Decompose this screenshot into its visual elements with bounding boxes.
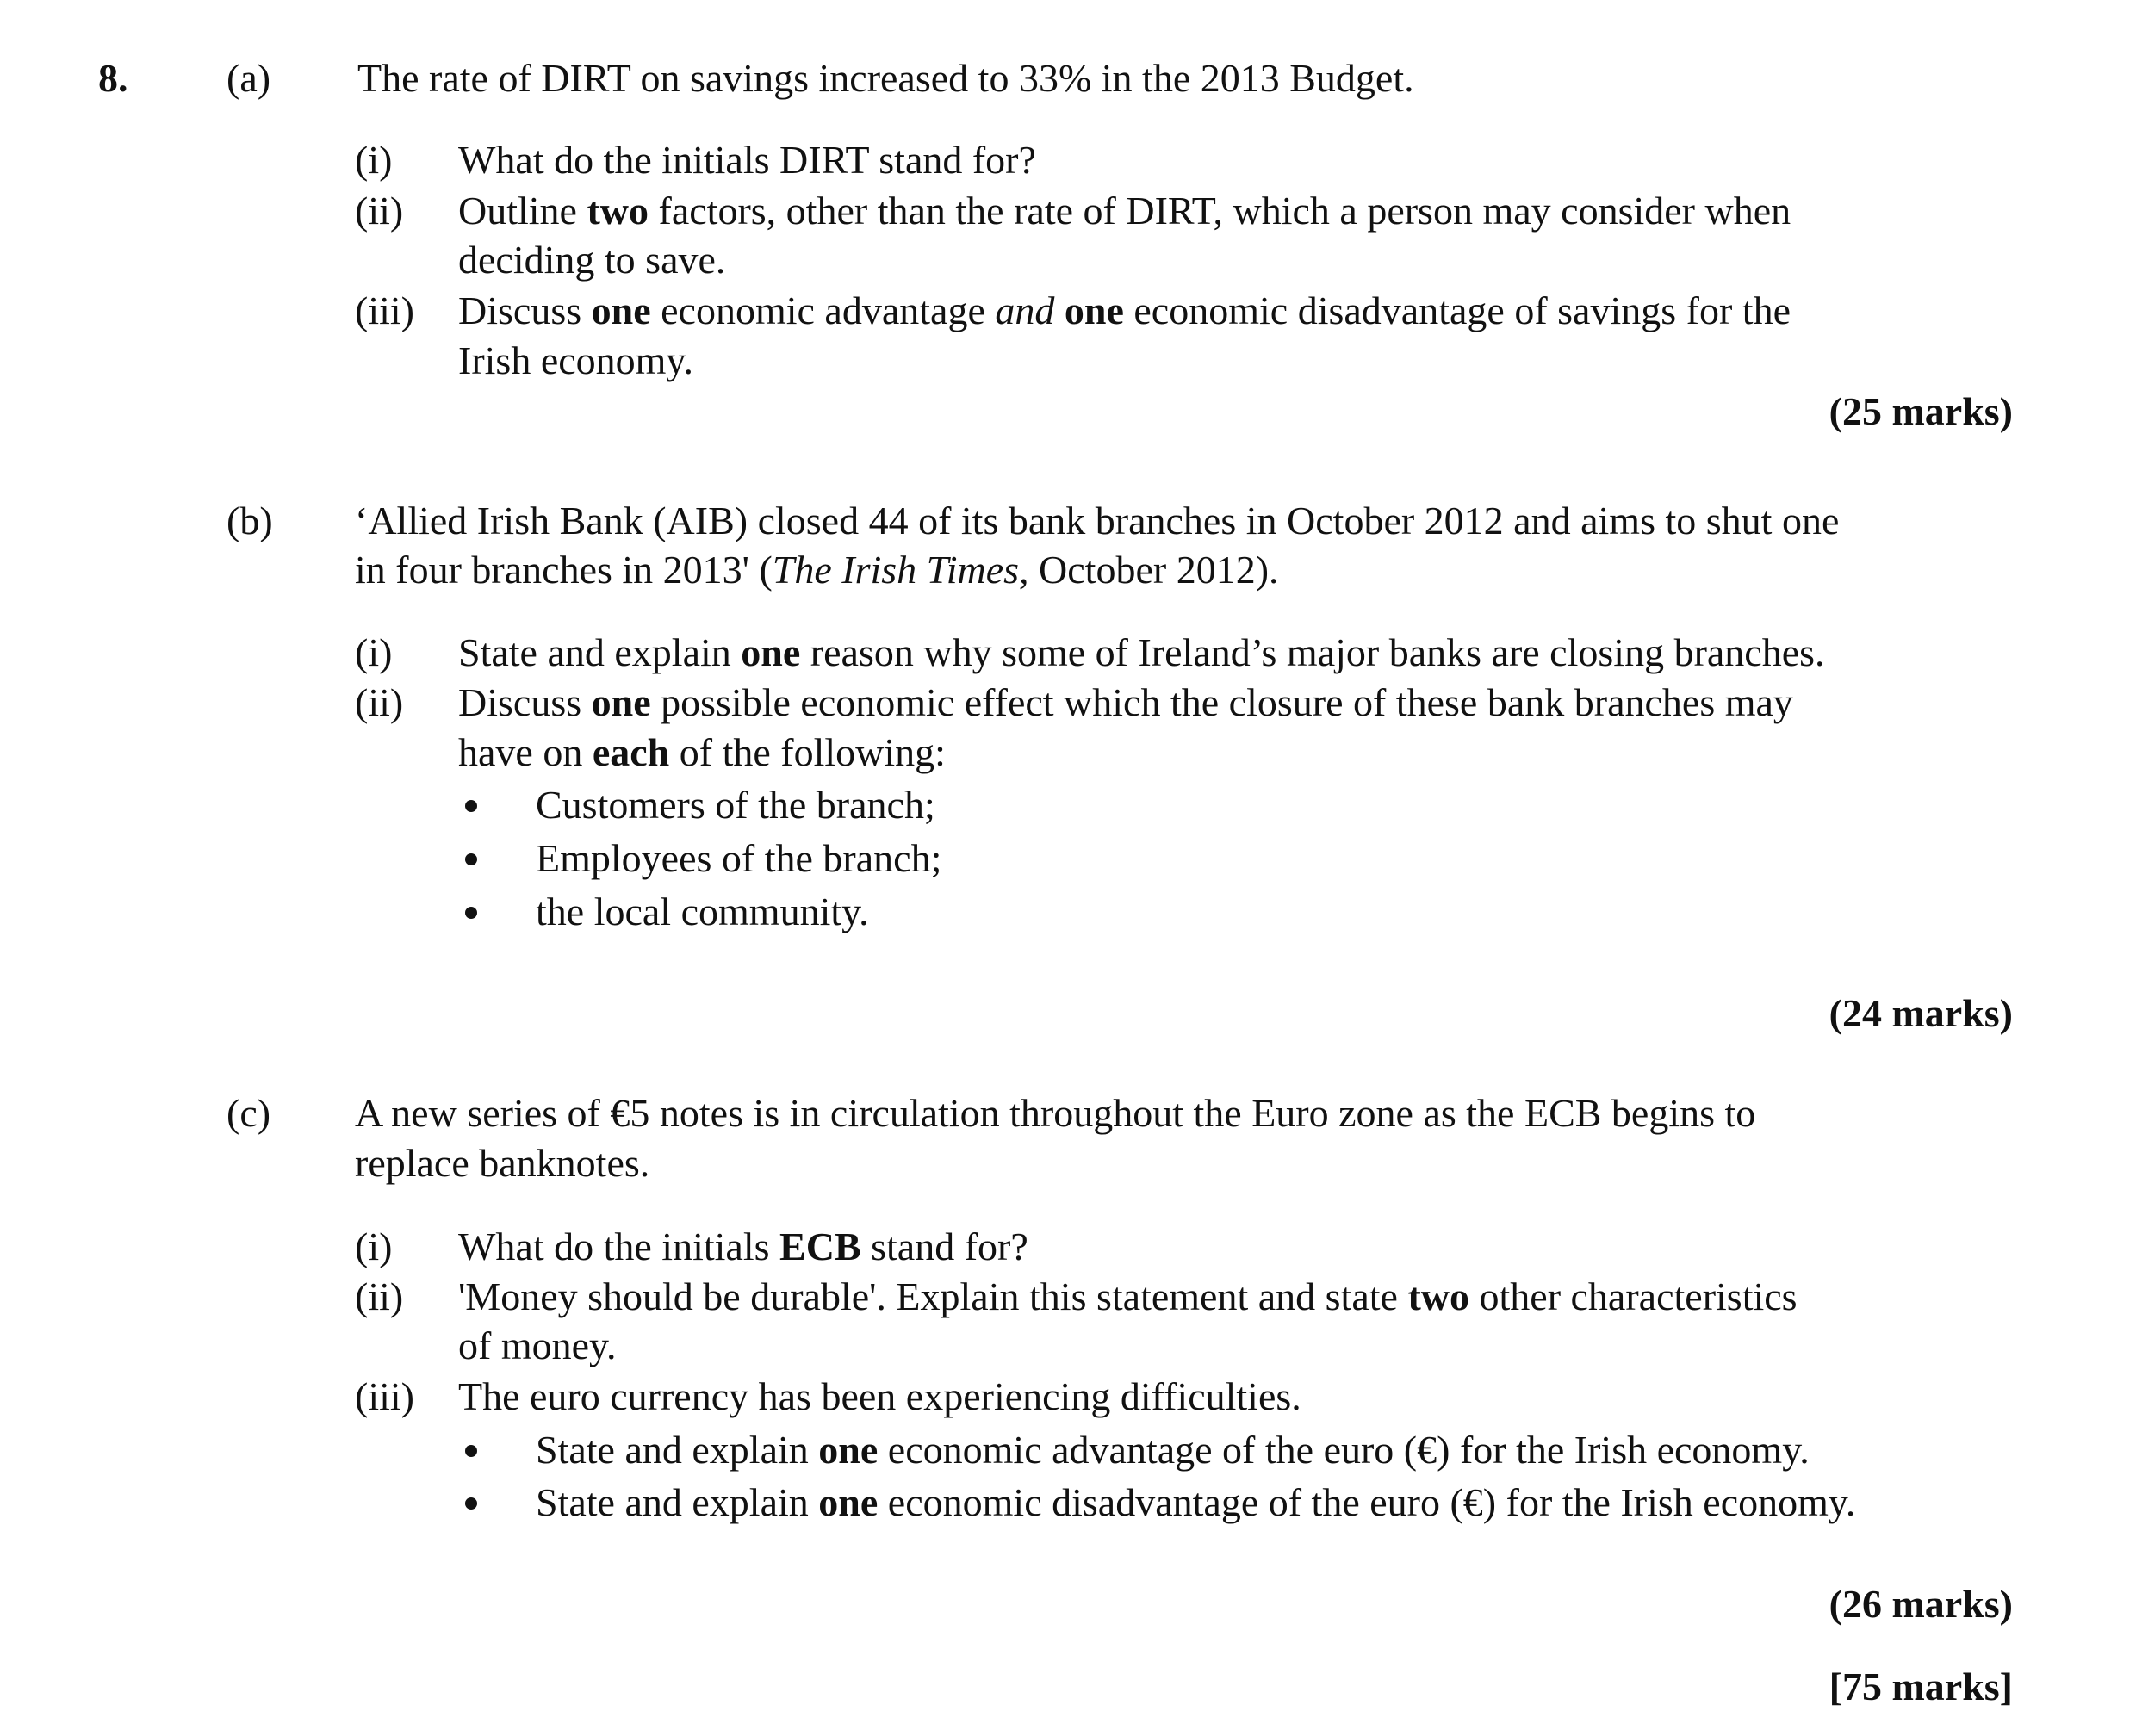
part-b-item-i-text: State and explain one reason why some of Ireland’s major banks are closing branches. bbox=[458, 630, 1825, 674]
part-b-stem-line1: ‘Allied Irish Bank (AIB) closed 44 of its bank branches in October 2012 and aims to shut one bbox=[355, 499, 1840, 542]
part-c-item-iii-label: (iii) bbox=[355, 1374, 414, 1418]
part-c-marks: (26 marks) bbox=[1829, 1582, 2013, 1626]
part-b-bullet-employees: Employees of the branch; bbox=[536, 836, 942, 880]
part-a-item-i-label: (i) bbox=[355, 138, 393, 182]
part-b-item-ii-text: Discuss one possible economic effect which the closure of these bank branches may bbox=[458, 680, 1793, 724]
part-a-stem: The rate of DIRT on savings increased to 33% in the 2013 Budget. bbox=[357, 56, 1414, 100]
bullet-icon bbox=[465, 1445, 477, 1457]
part-b-stem-line2: in four branches in 2013' (The Irish Times, October 2012). bbox=[355, 548, 1279, 592]
part-a-item-ii-cont: deciding to save. bbox=[458, 238, 726, 282]
part-c-bullet-advantage: State and explain one economic advantage of the euro (€) for the Irish economy. bbox=[536, 1428, 1810, 1472]
part-c-stem-line1: A new series of €5 notes is in circulation throughout the Euro zone as the ECB begins to bbox=[355, 1091, 1756, 1135]
part-c-stem-line2: replace banknotes. bbox=[355, 1141, 650, 1185]
part-a-label: (a) bbox=[227, 56, 271, 100]
part-b-label: (b) bbox=[227, 499, 273, 542]
part-c-item-iii-text: The euro currency has been experiencing difficulties. bbox=[458, 1374, 1301, 1418]
bullet-icon bbox=[465, 853, 477, 865]
part-a-item-ii-text: Outline two factors, other than the rate of DIRT, which a person may consider when bbox=[458, 189, 1791, 232]
bullet-icon bbox=[465, 800, 477, 812]
part-b-item-ii-cont: have on each of the following: bbox=[458, 730, 946, 774]
part-b-bullet-customers: Customers of the branch; bbox=[536, 783, 935, 827]
part-b-item-ii-label: (ii) bbox=[355, 680, 404, 724]
part-b-bullet-community: the local community. bbox=[536, 890, 869, 933]
bullet-icon bbox=[465, 1497, 477, 1510]
bullet-icon bbox=[465, 907, 477, 919]
part-a-item-iii-cont: Irish economy. bbox=[458, 338, 693, 382]
part-a-item-iii-label: (iii) bbox=[355, 288, 414, 332]
part-c-item-ii-label: (ii) bbox=[355, 1274, 404, 1318]
part-a-item-ii-label: (ii) bbox=[355, 189, 404, 232]
part-c-label: (c) bbox=[227, 1091, 271, 1135]
part-a-item-i-text: What do the initials DIRT stand for? bbox=[458, 138, 1036, 182]
part-c-bullet-disadvantage: State and explain one economic disadvantage of the euro (€) for the Irish economy. bbox=[536, 1480, 1856, 1524]
part-b-marks: (24 marks) bbox=[1829, 991, 2013, 1035]
part-b-item-i-label: (i) bbox=[355, 630, 393, 674]
total-marks: [75 marks] bbox=[1829, 1665, 2013, 1708]
part-c-item-i-label: (i) bbox=[355, 1224, 393, 1268]
part-a-item-iii-text: Discuss one economic advantage and one economic disadvantage of savings for the bbox=[458, 288, 1791, 332]
part-a-marks: (25 marks) bbox=[1829, 389, 2013, 433]
question-number: 8. bbox=[98, 56, 128, 100]
part-c-item-ii-text: 'Money should be durable'. Explain this statement and state two other characteristics bbox=[458, 1274, 1798, 1318]
part-c-item-i-text: What do the initials ECB stand for? bbox=[458, 1224, 1028, 1268]
part-c-item-ii-cont: of money. bbox=[458, 1324, 617, 1367]
